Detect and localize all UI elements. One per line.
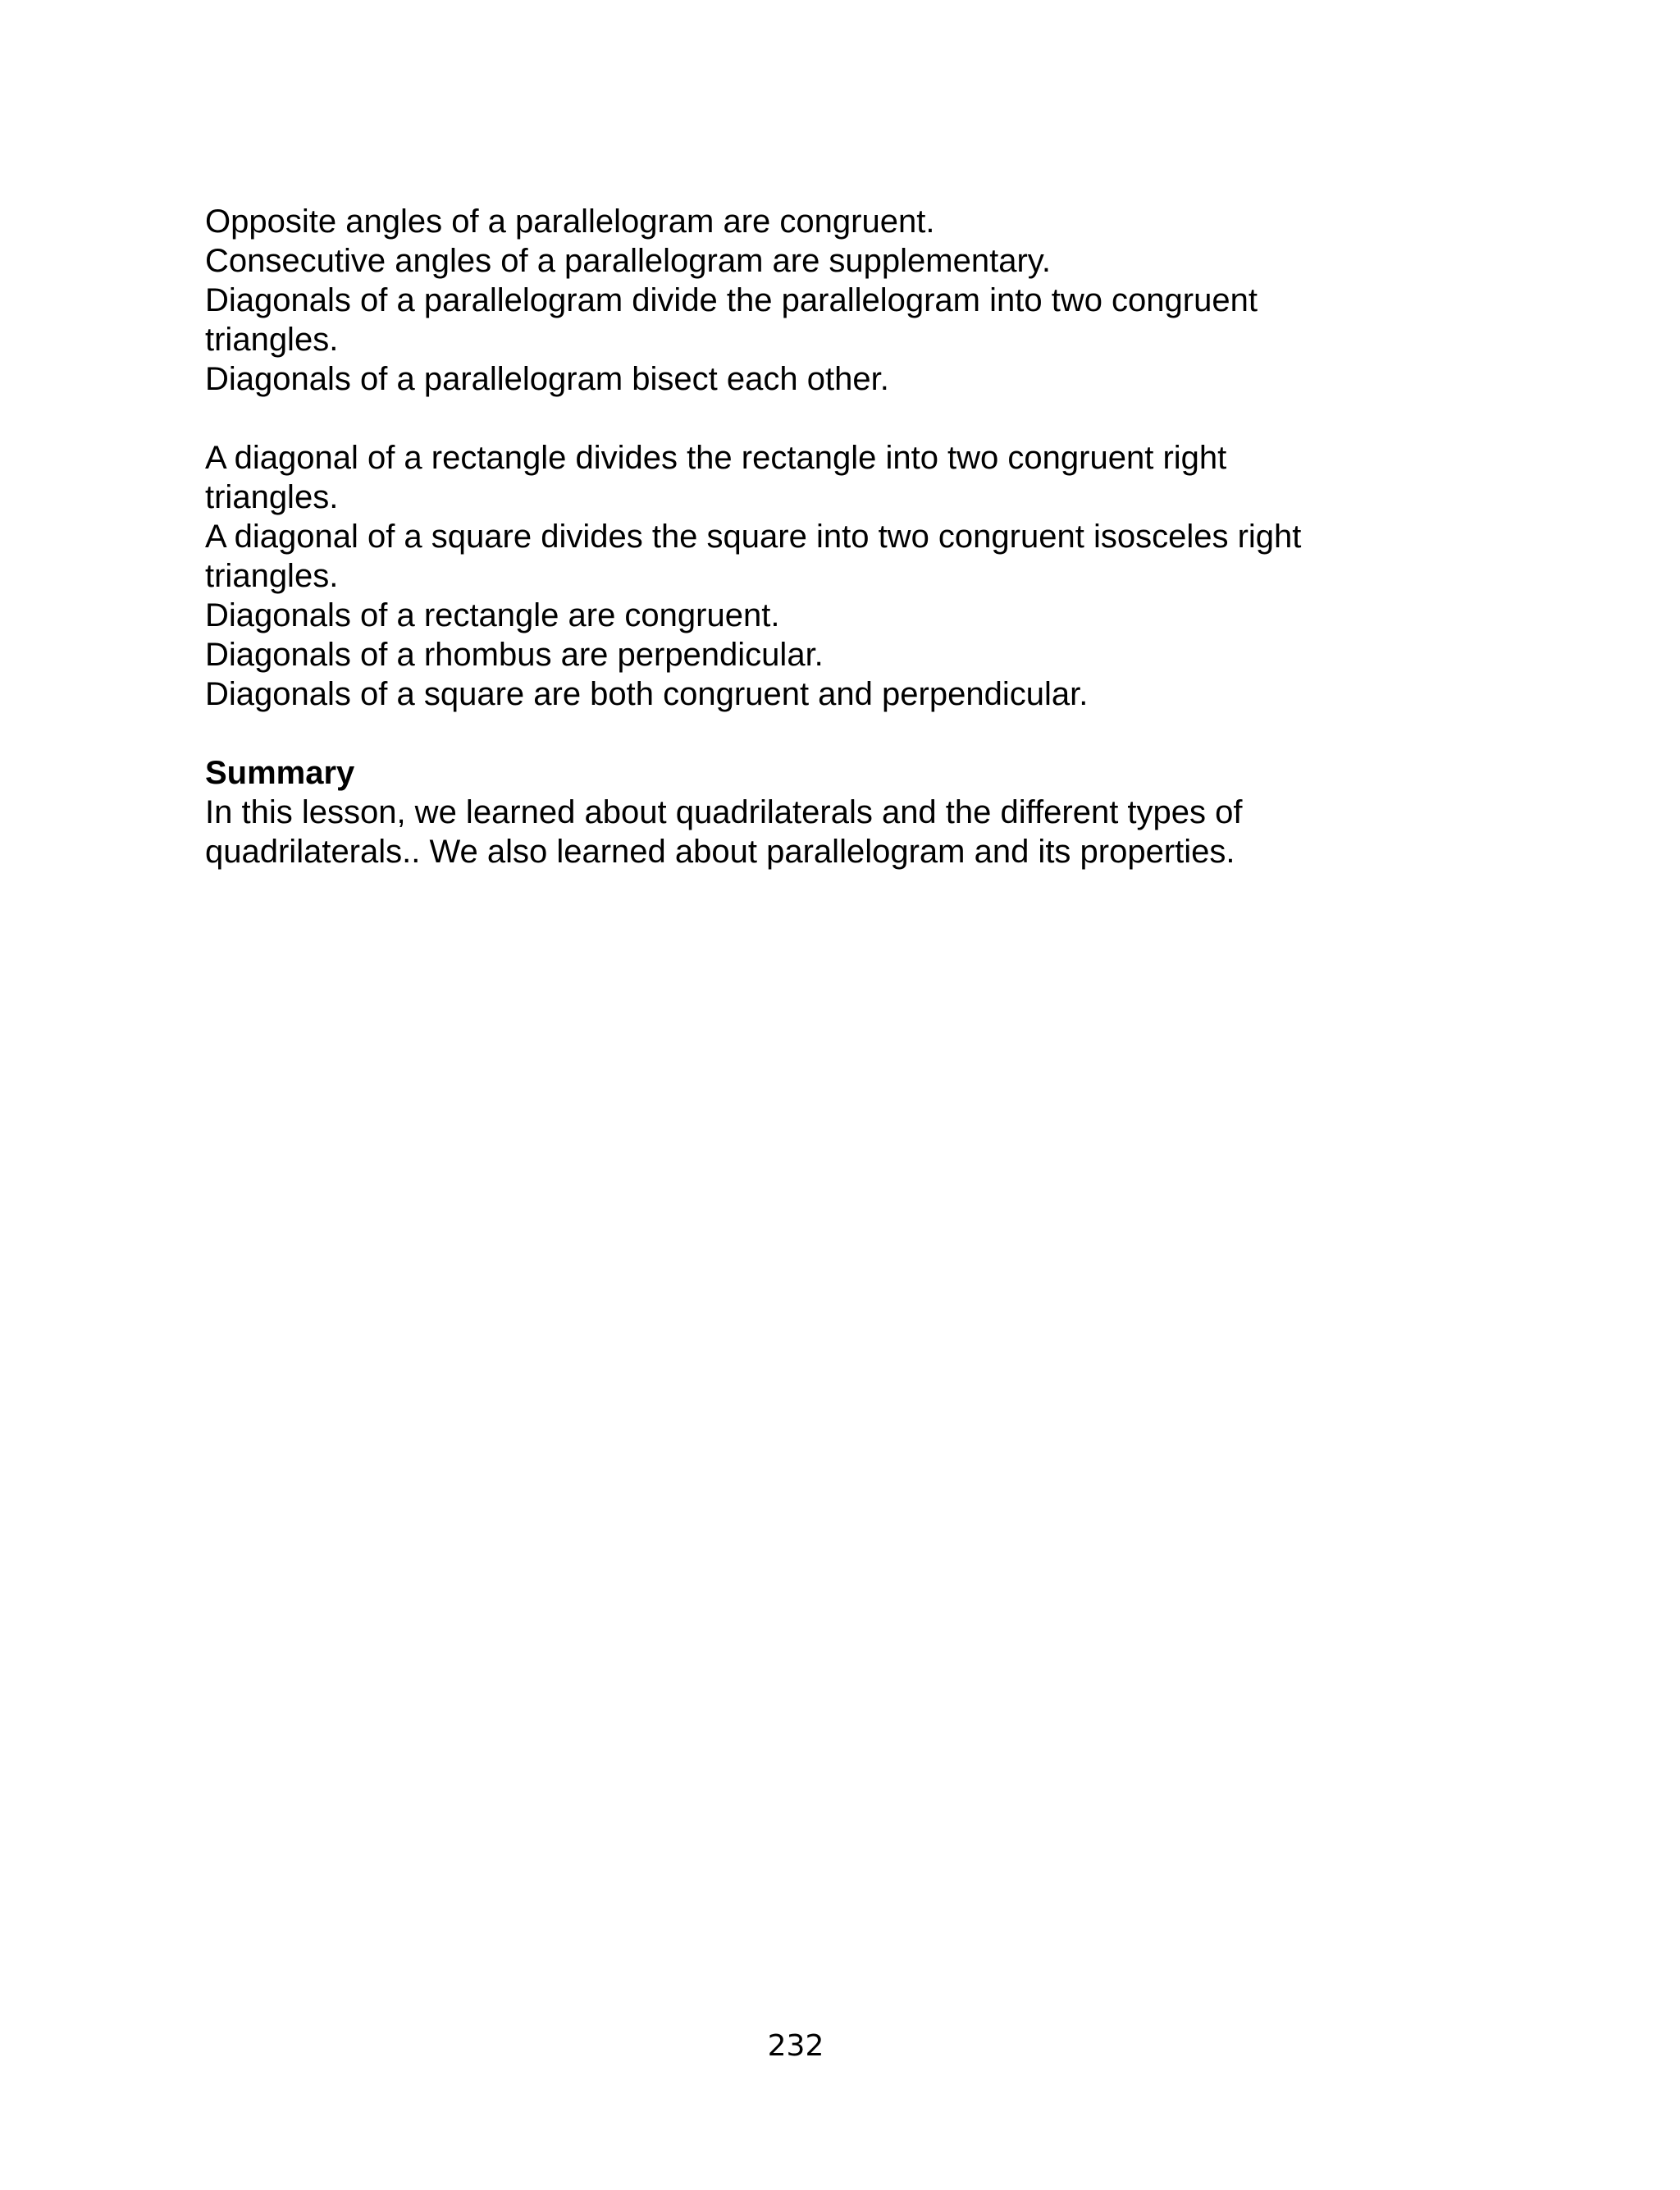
- text-line: Opposite angles of a parallelogram are congruent.: [205, 203, 935, 240]
- paragraph-gap: [205, 399, 1485, 438]
- summary-heading: Summary: [205, 755, 355, 791]
- text-line: Diagonals of a rhombus are perpendicular.: [205, 637, 824, 673]
- text-line: Diagonals of a parallelogram divide the parallelogram into two congruent: [205, 282, 1258, 318]
- page-number: 232: [767, 2029, 824, 2063]
- text-line: A diagonal of a rectangle divides the rectangle into two congruent right: [205, 440, 1227, 476]
- text-line: Consecutive angles of a parallelogram are supplementary.: [205, 243, 1051, 279]
- parallelogram-properties: [205, 202, 1485, 399]
- paragraph-gap: [205, 714, 1485, 753]
- summary-line: In this lesson, we learned about quadrilaterals and the different types of: [205, 794, 1243, 830]
- summary-section: [205, 753, 1485, 871]
- diagonal-properties: [205, 438, 1485, 714]
- summary-line: quadrilaterals.. We also learned about parallelogram and its properties.: [205, 834, 1235, 870]
- page-content: [205, 202, 1485, 871]
- text-line: triangles.: [205, 479, 339, 515]
- text-line: triangles.: [205, 558, 339, 594]
- text-line: Diagonals of a rectangle are congruent.: [205, 597, 780, 633]
- text-line: Diagonals of a square are both congruent and perpendicular.: [205, 676, 1089, 712]
- text-line: A diagonal of a square divides the square into two congruent isosceles right: [205, 519, 1302, 555]
- text-line: Diagonals of a parallelogram bisect each other.: [205, 361, 889, 397]
- text-line: triangles.: [205, 322, 339, 358]
